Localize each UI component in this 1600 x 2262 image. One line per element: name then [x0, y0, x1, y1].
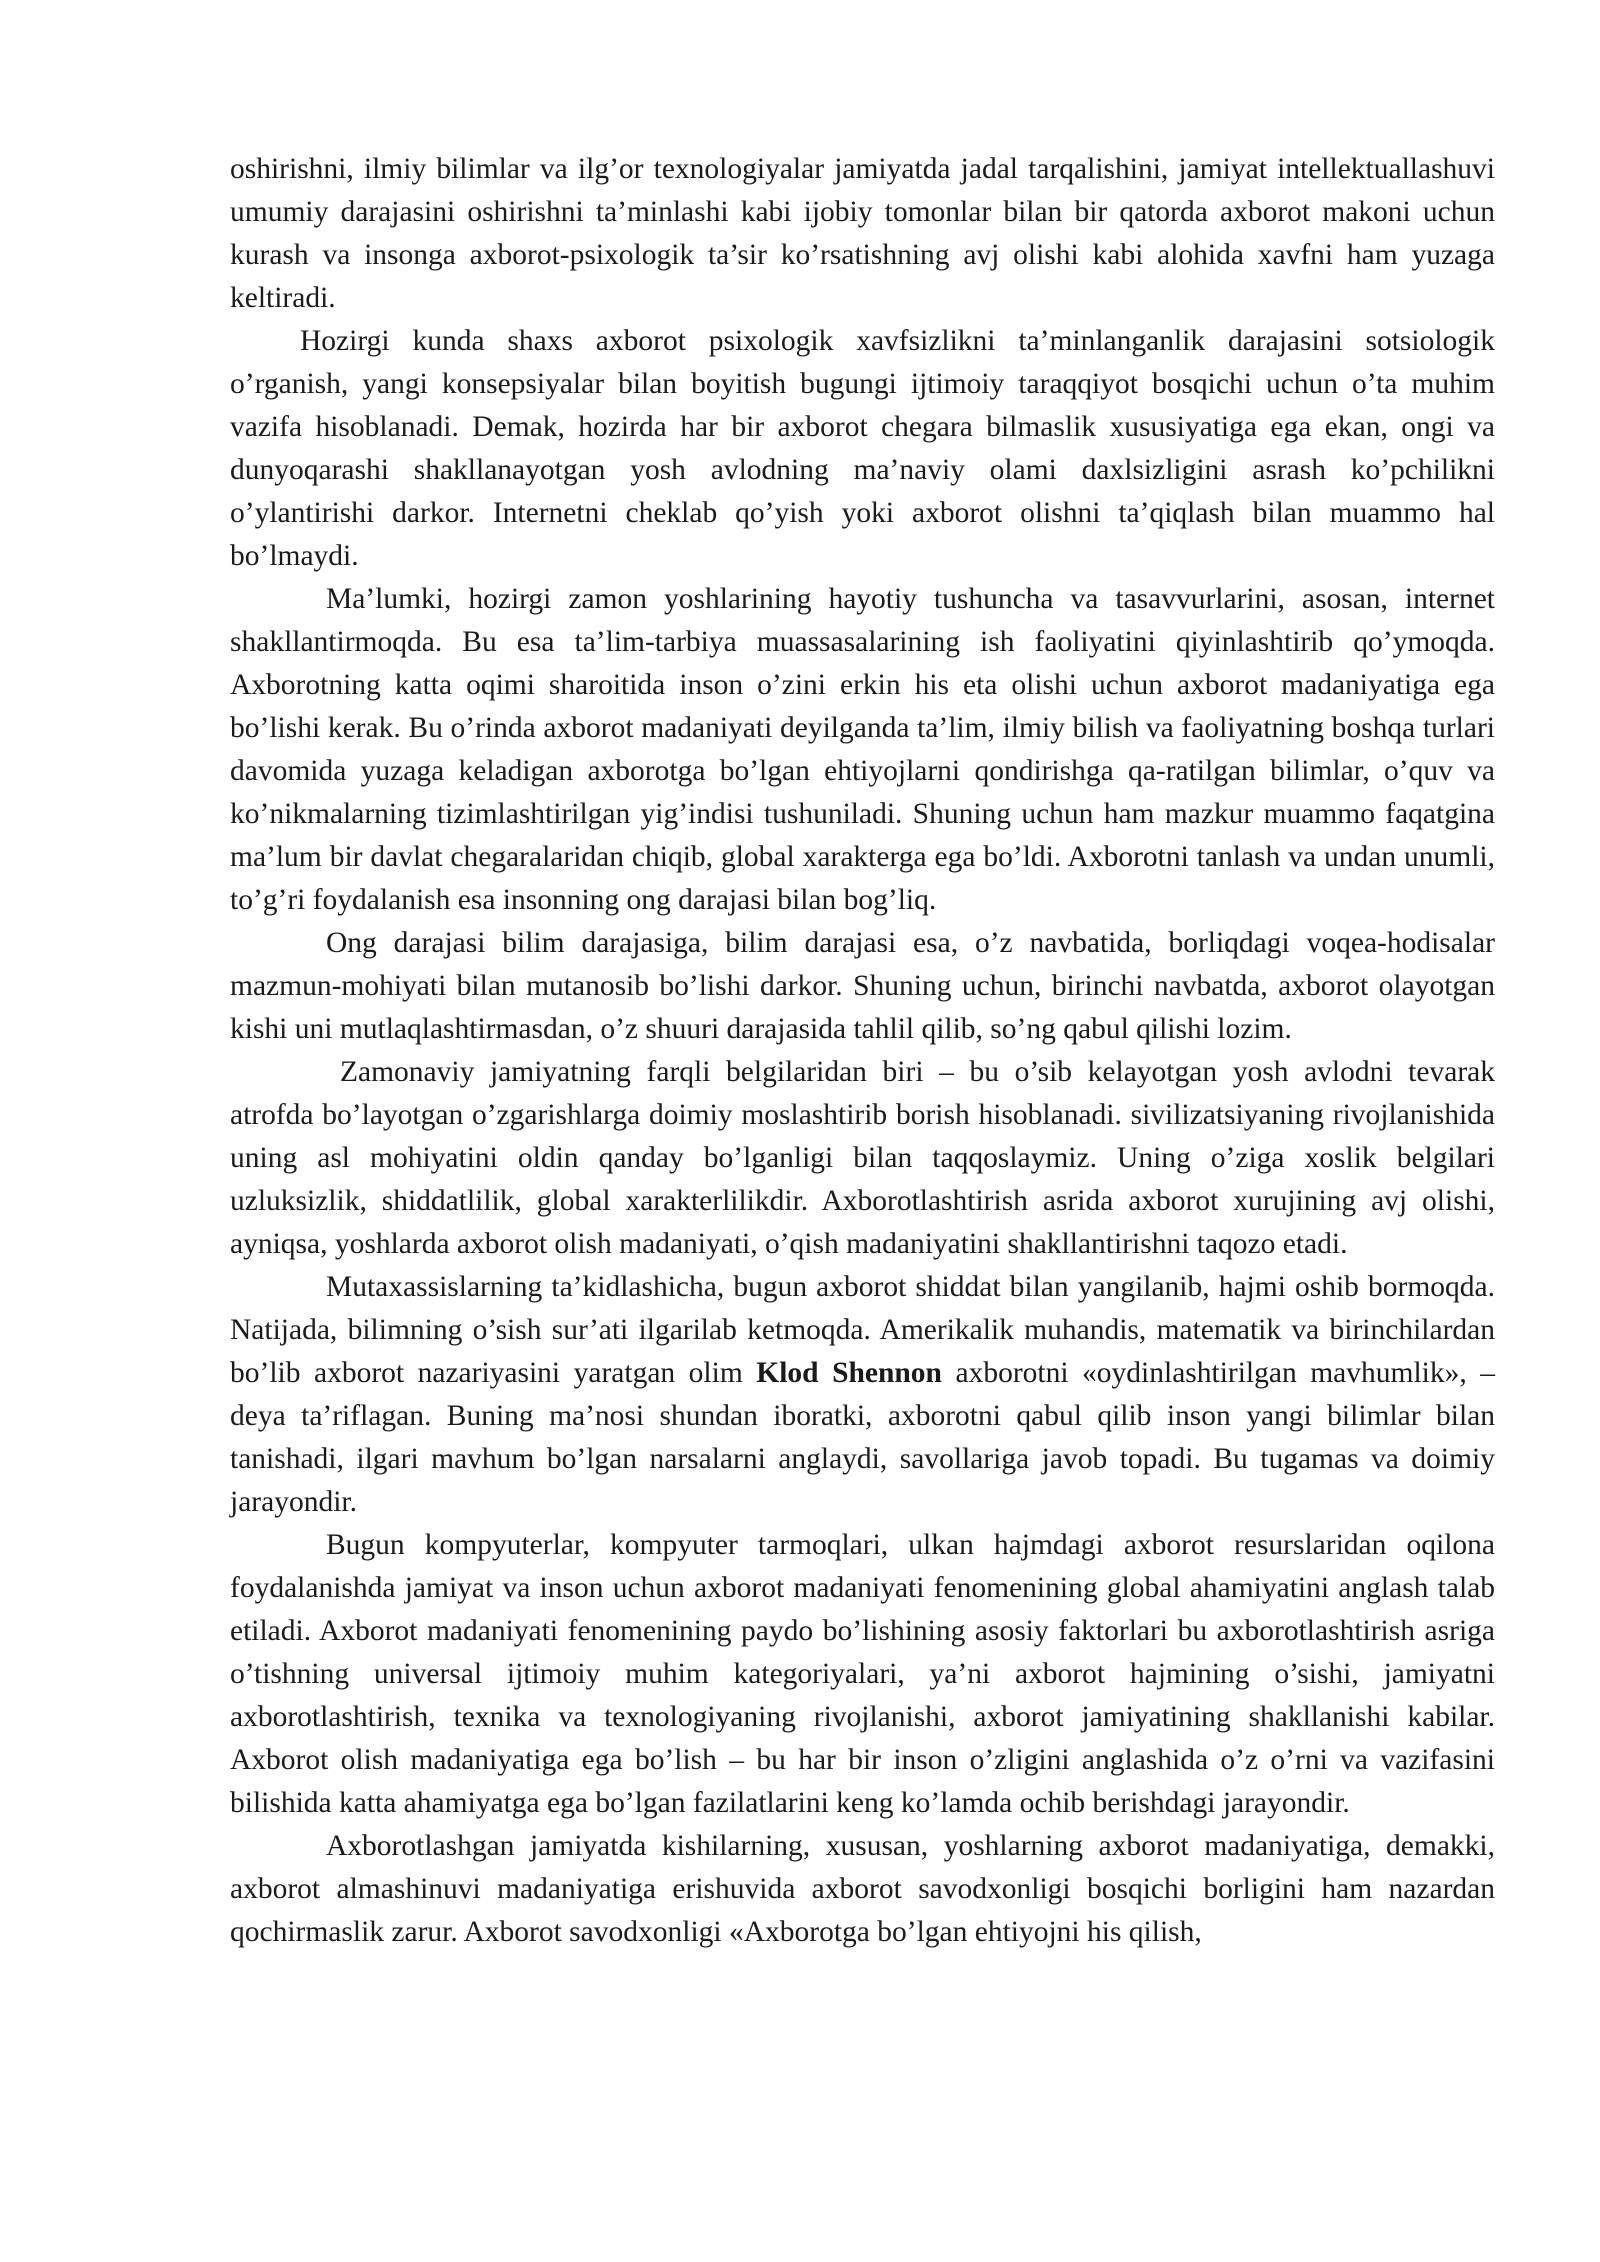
paragraph-3: Ma’lumki, hozirgi zamon yoshlarining hayotiy tushuncha va tasavvurlarini, asosan, internet shakllantirmoqda. Bu esa ta’lim-tarbiya muassasalarining ish faoliyatini qiyinlashtirib qo’ymoqda. Axborotning katta oqimi sharoitida inson o’zini erkin his eta olishi uchun axborot madaniyatiga ega bo’lishi kerak. Bu o’rinda axborot madaniyati deyilganda ta’lim, ilmiy bilish va faoliyatning boshqa turlari davomida yuzaga keladigan axborotga bo’lgan ehtiyojlarni qondirishga qa-ratilgan bilimlar, o’quv va ko’nikmalarning tizimlashtirilgan yig’indisi tushuniladi. Shuning uchun ham mazkur muammo faqatgina ma’lum bir davlat chegaralaridan chiqib, global xarakterga ega bo’ldi. Axborotni tanlash va undan unumli, to’g’ri foydalanish esa insonning ong darajasi bilan bog’liq. — [230, 583, 1495, 916]
paragraph-8: Axborotlashgan jamiyatda kishilarning, xususan, yoshlarning axborot madaniyatiga, demakki, axborot almashinuvi madaniyatiga erishuvida axborot savodxonligi bosqichi borligini ham nazardan qochirmaslik zarur. Axborot savodxonligi «Axborotga bo’lgan ehtiyojni his qilish, — [230, 1830, 1495, 1948]
paragraph-6 — [230, 1266, 1495, 1524]
paragraph-2: Hozirgi kunda shaxs axborot psixologik xavfsizlikni ta’minlanganlik darajasini sotsiologik o’rganish, yangi konsepsiyalar bilan boyitish bugungi ijtimoiy taraqqiyot bosqichi uchun o’ta muhim vazifa hisoblanadi. Demak, hozirda har bir axborot chegara bilmaslik xususiyatiga ega ekan, ongi va dunyoqarashi shakllanayotgan yosh avlodning ma’naviy olami daxlsizligini asrash ko’pchilikni o’ylantirishi darkor. Internetni cheklab qo’yish yoki axborot olishni ta’qiqlash bilan muammo hal bo’lmaydi. — [230, 325, 1495, 572]
paragraph-1: oshirishni, ilmiy bilimlar va ilg’or texnologiyalar jamiyatda jadal tarqalishini, jamiyat intellektuallashuvi umumiy darajasini oshirishni ta’minlashi kabi ijobiy tomonlar bilan bir qatorda axborot makoni uchun kurash va insonga axborot-psixologik ta’sir ko’rsatishning avj olishi kabi alohida xavfni ham yuzaga keltiradi. — [230, 153, 1495, 314]
paragraph-6-text-after: axborotni «oydinlashtirilgan mavhumlik», – deya ta’riflagan. Buning ma’nosi shundan iboratki, axborotni qabul qilib inson yangi bilimlar bilan tanishadi, ilgari mavhum bo’lgan narsalarni anglaydi, savollariga javob topadi. Bu tugamas va doimiy jarayondir. — [230, 1357, 1495, 1518]
document-page — [230, 148, 1495, 1954]
author-name-bold: Klod Shennon — [756, 1357, 942, 1389]
paragraph-4: Ong darajasi bilim darajasiga, bilim darajasi esa, o’z navbatida, borliqdagi voqea-hodisalar mazmun-mohiyati bilan mutanosib bo’lishi darkor. Shuning uchun, birinchi navbatda, axborot olayotgan kishi uni mutlaqlashtirmasdan, o’z shuuri darajasida tahlil qilib, so’ng qabul qilishi lozim. — [230, 927, 1495, 1045]
paragraph-7: Bugun kompyuterlar, kompyuter tarmoqlari, ulkan hajmdagi axborot resurslaridan oqilona foydalanishda jamiyat va inson uchun axborot madaniyati fenomenining global ahamiyatini anglash talab etiladi. Axborot madaniyati fenomenining paydo bo’lishining asosiy faktorlari bu axborotlashtirish asriga o’tishning universal ijtimoiy muhim kategoriyalari, ya’ni axborot hajmining o’sishi, jamiyatni axborotlashtirish, texnika va texnologiyaning rivojlanishi, axborot jamiyatining shakllanishi kabilar. Axborot olish madaniyatiga ega bo’lish – bu har bir inson o’zligini anglashida o’z o’rni va vazifasini bilishida katta ahamiyatga ega bo’lgan fazilatlarini keng ko’lamda ochib berishdagi jarayondir. — [230, 1529, 1495, 1819]
paragraph-6-text-before: Mutaxassislarning ta’kidlashicha, bugun axborot shiddat bilan yangilanib, hajmi oshib bormoqda. Natijada, bilimning o’sish sur’ati ilgarilab ketmoqda. Amerikalik muhandis, matematik va birinchilardan bo’lib axborot nazariyasini yaratgan olim — [230, 1271, 1495, 1389]
paragraph-5: Zamonaviy jamiyatning farqli belgilaridan biri – bu o’sib kelayotgan yosh avlodni tevarak atrofda bo’layotgan o’zgarishlarga doimiy moslashtirib borish hisoblanadi. sivilizatsiyaning rivojlanishida uning asl mohiyatini oldin qanday bo’lganligi bilan taqqoslaymiz. Uning o’ziga xoslik belgilari uzluksizlik, shiddatlilik, global xarakterlilikdir. Axborotlashtirish asrida axborot xurujining avj olishi, ayniqsa, yoshlarda axborot olish madaniyati, o’qish madaniyatini shakllantirishni taqozo etadi. — [230, 1056, 1495, 1260]
